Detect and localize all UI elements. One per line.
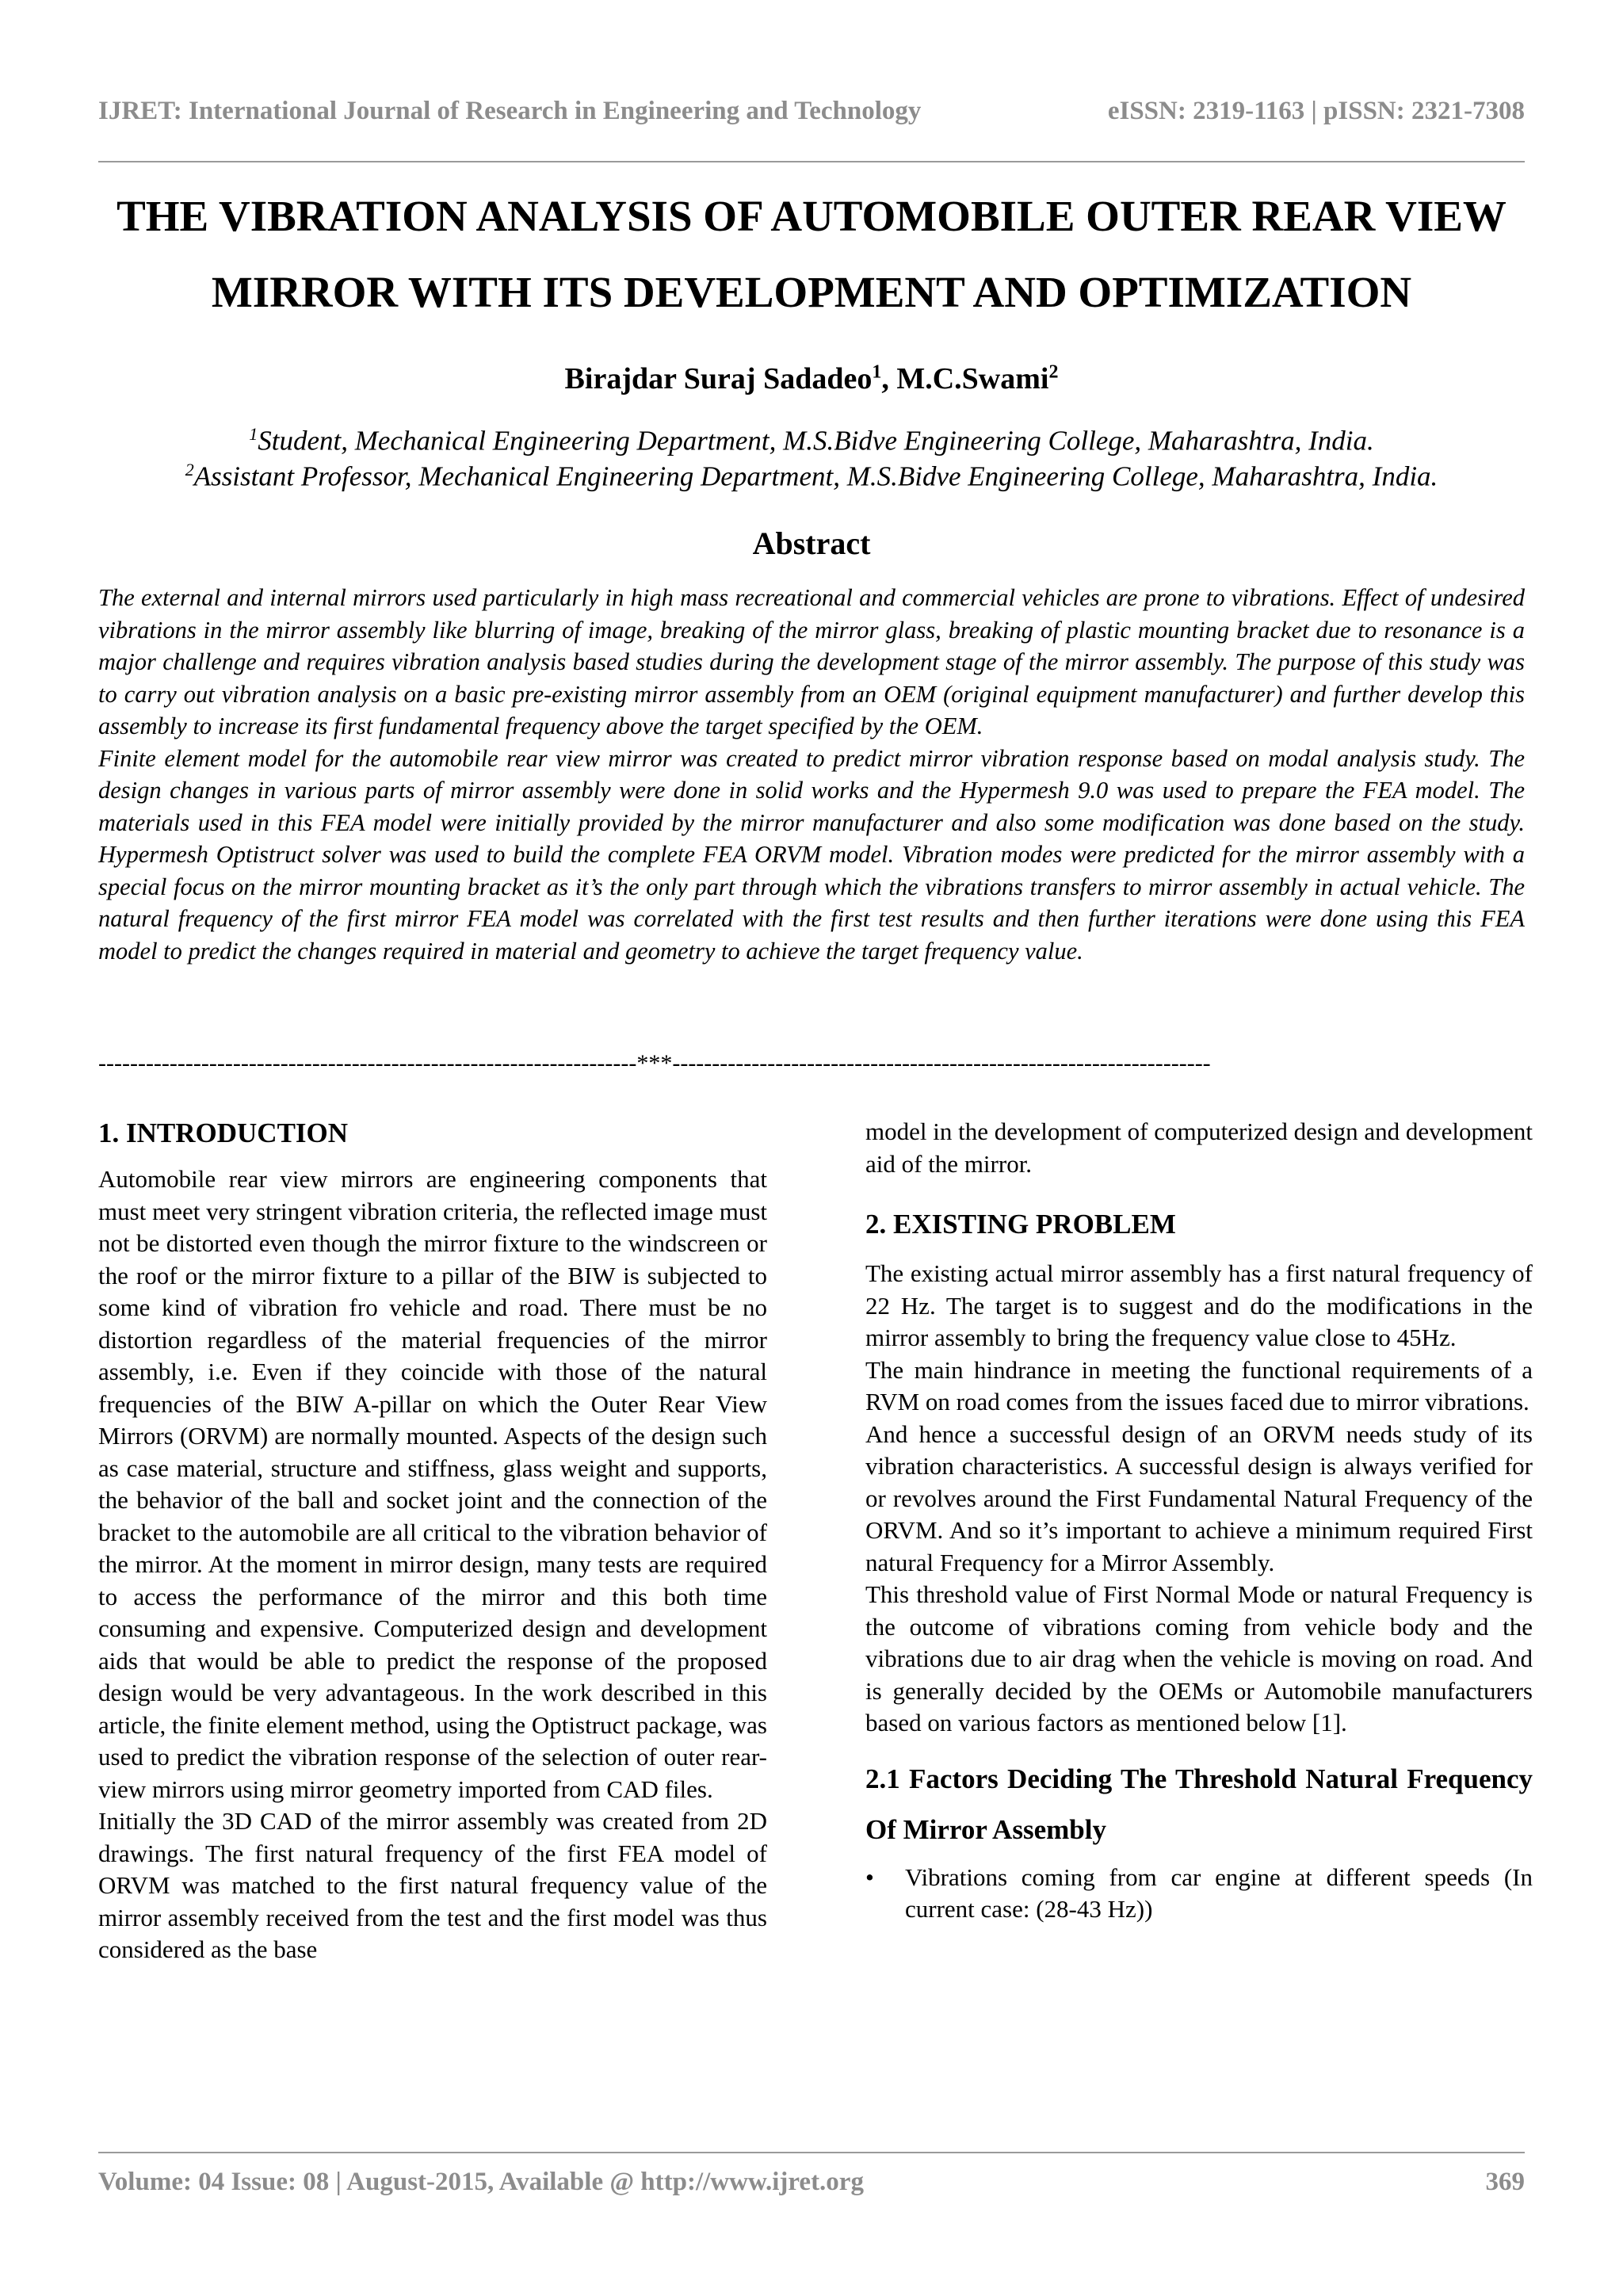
footer-rule bbox=[98, 2152, 1525, 2153]
factors-list bbox=[865, 1862, 1533, 1926]
page-number: 369 bbox=[1485, 2168, 1525, 2196]
author-list bbox=[0, 361, 1623, 396]
section-separator: --------------------------------------------------------------------***-------------------------------------------------------------------- bbox=[98, 1050, 1211, 1076]
intro-heading: 1. INTRODUCTION bbox=[98, 1117, 349, 1148]
author-separator: , bbox=[881, 362, 897, 395]
affiliation-1-text: Student, Mechanical Engineering Department, M.S.Bidve Engineering College, Maharashtra, India. bbox=[258, 425, 1374, 457]
factor-1-text: Vibrations coming from car engine at different speeds (In current case: (28-43 Hz)) bbox=[905, 1862, 1533, 1923]
abstract-heading: Abstract bbox=[752, 525, 871, 561]
affiliation-1 bbox=[0, 424, 1623, 457]
header-rule bbox=[98, 161, 1525, 162]
intro-paragraph-2: Initially the 3D CAD of the mirror assembly was created from 2D drawings. The first natural frequency of the first FEA model of ORVM was matched to the first natural frequency value of the mirror assembly received from the test and the first model was thus considered as the base bbox=[98, 1807, 767, 1963]
affiliation-1-sup: 1 bbox=[249, 424, 258, 444]
journal-name: IJRET: International Journal of Research in Engineering and Technology bbox=[98, 97, 922, 125]
paper-title bbox=[63, 178, 1560, 330]
left-column bbox=[98, 1116, 767, 1966]
intro-paragraph-2-continued: model in the development of computerized design and development aid of the mirror. bbox=[865, 1117, 1533, 1178]
author-1-sup: 1 bbox=[872, 361, 882, 383]
affiliation-2-text: Assistant Professor, Mechanical Engineering Department, M.S.Bidve Engineering College, Maharashtra, India. bbox=[193, 460, 1438, 492]
existing-paragraph-3: And hence a successful design of an ORVM needs study of its vibration characteristics. A successful design is always verified for or revolves around the First Fundamental Natural Frequency of the ORVM. And so it’s important to achieve a minimum required First natural Frequency for a Mirror Assembly. bbox=[865, 1419, 1533, 1576]
affiliation-2-sup: 2 bbox=[185, 460, 194, 479]
author-2-sup: 2 bbox=[1048, 361, 1059, 383]
author-2: M.C.Swami bbox=[896, 362, 1049, 395]
existing-paragraph-2: The main hindrance in meeting the functional requirements of a RVM on road comes from the issues faced due to mirror vibrations. bbox=[865, 1355, 1533, 1415]
issn-numbers: eISSN: 2319-1163 | pISSN: 2321-7308 bbox=[1107, 97, 1525, 125]
existing-problem-heading: 2. EXISTING PROBLEM bbox=[865, 1209, 1176, 1240]
list-item bbox=[865, 1862, 1533, 1926]
factors-heading: 2.1 Factors Deciding The Threshold Natural Frequency Of Mirror Assembly bbox=[865, 1763, 1533, 1845]
existing-paragraph-1: The existing actual mirror assembly has a first natural frequency of 22 Hz. The target is to suggest and do the modifications in the mirror assembly to bring the frequency value close to 45Hz. bbox=[865, 1259, 1533, 1351]
right-column bbox=[865, 1116, 1533, 1926]
abstract-paragraph-1: The external and internal mirrors used particularly in high mass recreational and commercial vehicles are prone to vibrations. Effect of undesired vibrations in the mirror assembly like blurring of image, breaking of the mirror glass, breaking of plastic mounting bracket due to resonance is a major challenge and requires vibration analysis based studies during the development stage of the mirror assembly. The purpose of this study was to carry out vibration analysis on a basic pre-existing mirror assembly from an OEM (original equipment manufacturer) and further develop this assembly to increase its first fundamental frequency above the target specified by the OEM. bbox=[98, 584, 1525, 739]
title-line-2: MIRROR WITH ITS DEVELOPMENT AND OPTIMIZATION bbox=[211, 268, 1412, 316]
title-line-1: THE VIBRATION ANALYSIS OF AUTOMOBILE OUTER REAR VIEW bbox=[116, 192, 1507, 240]
footer-volume-info: Volume: 04 Issue: 08 | August-2015, Available @ http://www.ijret.org bbox=[98, 2168, 864, 2196]
abstract-body bbox=[98, 582, 1525, 967]
affiliation-2 bbox=[0, 460, 1623, 493]
bullet-icon: • bbox=[865, 1862, 874, 1891]
intro-paragraph-1: Automobile rear view mirrors are engineering components that must meet very stringent vibration criteria, the reflected image must not be distorted even though the mirror fixture to the windscreen or the roof or the mirror fixture to a pillar of the BIW is subjected to some kind of vibration fro vehicle and road. There must be no distortion regardless of the material frequencies of the mirror assembly, i.e. Even if they coincide with those of the natural frequencies of the BIW A-pillar on which the Outer Rear View Mirrors (ORVM) are normally mounted. Aspects of the design such as case material, structure and stiffness, glass weight and supports, the behavior of the ball and socket joint and the connection of the bracket to the automobile are all critical to the vibration behavior of the mirror. At the moment in mirror design, many tests are required to access the performance of the mirror and this both time consuming and expensive. Computerized design and development aids that would be able to predict the response of the proposed design would be very advantageous. In the work described in this article, the finite element method, using the Optistruct package, was used to predict the vibration response of the selection of outer rear-view mirrors using mirror geometry imported from CAD files. bbox=[98, 1165, 767, 1803]
abstract-paragraph-2: Finite element model for the automobile rear view mirror was created to predict mirror vibration response based on modal analysis study. The design changes in various parts of mirror assembly were done in solid works and the Hypermesh 9.0 was used to prepare the FEA model. The materials used in this FEA model were initially provided by the mirror manufacturer and also some modification was done based on the study. Hypermesh Optistruct solver was used to build the complete FEA ORVM model. Vibration modes were predicted for the mirror assembly with a special focus on the mirror mounting bracket as it’s the only part through which the vibrations transfers to mirror assembly in actual vehicle. The natural frequency of the first mirror FEA model was correlated with the first test results and then further iterations were done using this FEA model to predict the changes required in material and geometry to achieve the target frequency value. bbox=[98, 744, 1525, 965]
author-1: Birajdar Suraj Sadadeo bbox=[564, 362, 873, 395]
existing-paragraph-4: This threshold value of First Normal Mode or natural Frequency is the outcome of vibrations coming from vehicle body and the vibrations due to air drag when the vehicle is moving on road. And is generally decided by the OEMs or Automobile manufacturers based on various factors as mentioned below [1]. bbox=[865, 1580, 1533, 1736]
